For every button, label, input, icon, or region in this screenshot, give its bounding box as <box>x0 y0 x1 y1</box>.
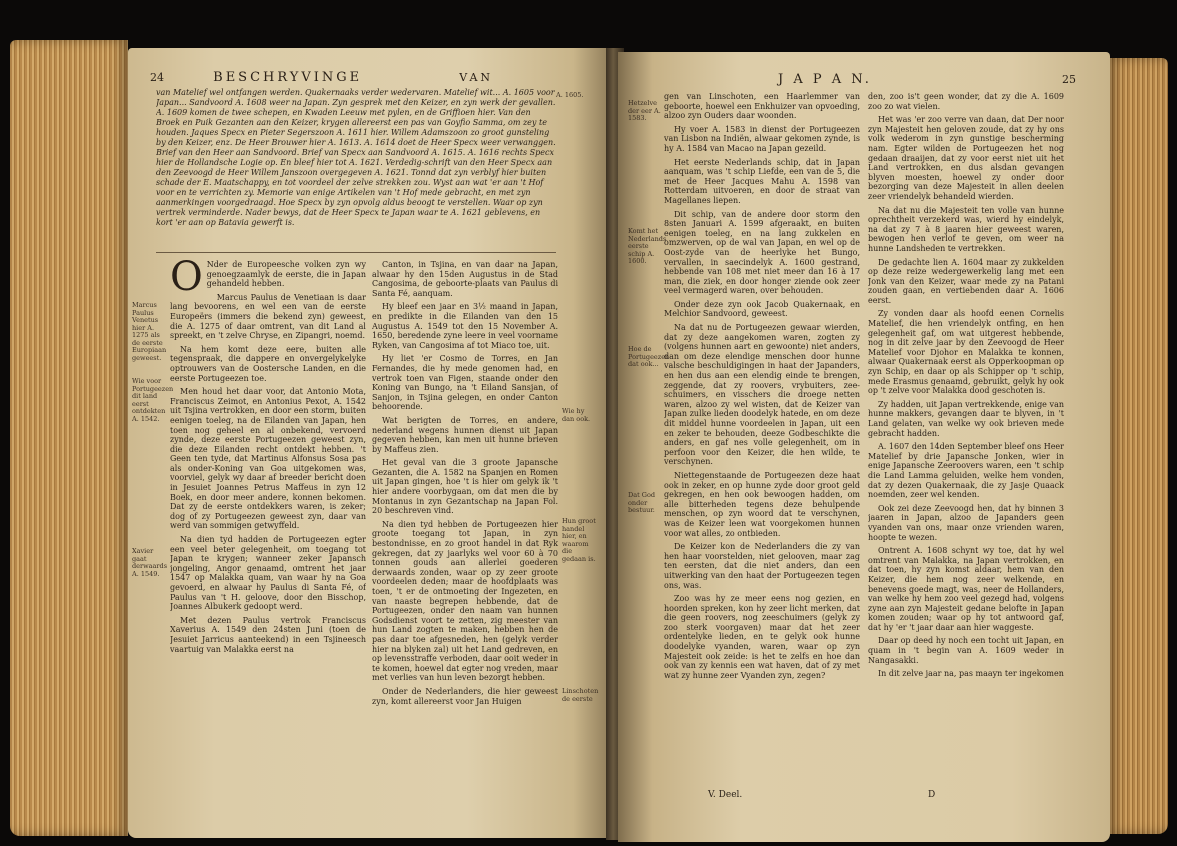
paragraph: Hy bleef een jaar en 3½ maand in Japan, en predikte in die Eilanden van den 15 Augustus A. 1549 tot den 15 November A. 1650, beredende zyne leere in veel voorname Ryken, van Cangosima af tot Miaco toe, uit. <box>372 302 558 350</box>
left-page-title: BESCHRYVINGE <box>213 70 363 85</box>
right-margin-note: Komt het Nederlands eerste schip A. 1600. <box>628 227 667 265</box>
paragraph: Niettegenstaande de Portugeezen deze haat ook in zeker, en op hunne zyde door groot geld gekregen, en hen ook bewoogen hadden, om alle bitterheden tegens deze behulpende menschen, op zyn woord dat te verschynen, was de Keizer leen wat voorgekomen hunnen voor wat alles, zo ontbieden. <box>664 470 860 538</box>
left-margin-note: Hun groot handel hier, en waarom die gedaan is. <box>562 517 596 563</box>
paragraph: den, zoo is't geen wonder, dat zy die A. 1609 zoo zo wat vielen. <box>868 92 1064 111</box>
paragraph: Na dien tyd hadden de Portugeezen egter een veel beter gelegenheit, om toegang tot Japan te krygen; wanneer zeker Japansch jongeling, Angor genaamd, omtrent het jaar 1547 op Malakka quam, van waar hy na Goa gevoerd, en alwaar hy Paulus di Santa Fé, of Paulus van 't H. geloove, door den Bisschop, Joannes Albukerk gedoopt werd. <box>170 535 366 612</box>
paragraph: Het eerste Nederlands schip, dat in Japan aanquam, was 't schip Liefde, een van de 5, die met de Heer Jacques Mahu A. 1598 van Rotterdam uitvoeren, en door de straat van Magellanes liepen. <box>664 157 860 205</box>
left-page <box>128 48 612 838</box>
paragraph: Dit schip, van de andere door storm den 8sten Januari A. 1599 afgeraakt, en buiten eenigen toeleg, en na lang zukkelen en omzwerven, op de wal van Japan, en wel op de Oost-zyde van de heerlyke het Bungo, vervallen, in saecindelyk A. 1600 gestrand, hebbende van 108 met niet meer dan 16 à 17 man, die ziek, en door honger ziende ook zeer veel vermagerd waren, over behouden. <box>664 209 860 296</box>
right-column-2 <box>868 92 1064 786</box>
paragraph: Daar op deed hy noch een tocht uit Japan, en quam in 't begin van A. 1609 weder in Nangasakki. <box>868 636 1064 665</box>
paragraph: Nder de Europeesche volken zyn wy genoegzaamlyk de eerste, die in Japan gehandeld hebben. <box>206 260 366 289</box>
paragraph: Zoo was hy ze meer eens nog gezien, en hoorden spreken, kon hy zeer licht merken, dat die geen roovers, nog zeeschuimers (gelyk zy zoo sterk voorgaven) maar dat het zeer ordentelyke lieden, en te gelyk ook hunne doodelyke vyanden, waren, waar op zyn Majesteit ook zeide: is het te zelfs en hoe dan ook van zy kennis een wat haven, dat of zy met wat zy hunne zeer Vyanden zyn, zegen? <box>664 594 860 680</box>
right-page <box>618 52 1110 842</box>
paragraph: Zy hadden, uit Japan vertrekkende, enige van hunne makkers, gevangen daar te blyven, in 't Land gelaten, van welke wy ook brieven mede gebracht hadden. <box>868 399 1064 438</box>
paragraph: Na dat nu die Majesteit ten volle van hunne oprechtheit verzekerd was, wierd hy eindelyk, na dat zy 7 à 8 jaaren hier geweest waren, bewogen hen verlof te geven, om weer na hunne Landsheden te vertrekken. <box>868 205 1064 253</box>
left-page-title-right: VAN <box>459 71 494 84</box>
paragraph: Men houd het daar voor, dat Antonio Mota, Franciscus Zeimot, en Antonius Pexot, A. 1542 uit Tsjina vertrokken, en door een storm, buiten eenigen toeleg, na de Eilanden van Japan, hen toen nog geheel en al onbekend, vervoerd zynde, deze eerste Portugeezen geweest zyn, die deze Eilanden recht ontdekt hebben. 't Geen ten tyde, dat Martinus Alfonsus Sosa pas als onder-Koning van Goa uitgekomen was, voorviel, gelyk wy daar af breeder bericht doen in Jesuiet Joannes Petrus Maffeus in zyn 12 Boek, en door meer andere, konnen bekomen. Dat zy de eerste ontdekkers waren, is zeker; dog of zy Portugeezen geweest zyn, daar van werd van sommigen getwyffeld. <box>170 387 366 531</box>
paragraph: De gedachte lien A. 1604 maar zy zukkelden op deze reize wedergewerkelig lang met een Jonk van den Keizer, waar mede zy na Patani zouden gaan, en vertiebenden daar A. 1606 eerst. <box>868 257 1064 305</box>
signature-mark: D <box>928 790 936 800</box>
left-margin-note: Wie voor Portugeezen dit land eerst ontdekten A. 1542. <box>132 377 174 423</box>
left-year-tag: A. 1605. <box>556 91 584 99</box>
paragraph: Na hem komt deze eere, buiten alle tegenspraak, die dappere en onvergelykelyke optrouwers van de Oostersche Landen, en die eerste Portugeezen toe. <box>170 344 366 383</box>
left-margin-note: Marcus Paulus Venetus hier A. 1275 als de eerste Europiaan geweest. <box>132 301 167 362</box>
left-page-header <box>150 70 493 85</box>
left-column-1 <box>170 260 366 812</box>
paragraph: Het geval van die 3 groote Japansche Gezanten, die A. 1582 na Spanjen en Romen uit Japan gingen, hoe 't is hier om gelyk ik 't hier andere voorbygaan, om dat men die by Montanus in zyn Gezantschap na Japan Fol. 20 beschreven vind. <box>372 458 558 516</box>
right-column-1 <box>664 92 860 786</box>
summary-rule <box>156 252 556 253</box>
left-margin-note: Xavier gaat derwaards A. 1549. <box>132 547 168 578</box>
paragraph: Ontrent A. 1608 schynt wy toe, dat hy wel omtrent van Malakka, na Japan vertrokken, en dat toen, hy zyn komst aldaar, hem van den Keizer, die hem nog zeer welkende, en benevens goede magt, was, neer de Hollanders, van welke hy hem zoo veel gezegd had, volgens zyne aan zyn Majesteit gedane belofte in Japan komen zouden; waar op hy tot antwoord gaf, dat hy 'er 't jaar daar aan hier waggeste. <box>868 546 1064 632</box>
paragraph: In dit zelve jaar na, pas maayn ter ingekomen <box>878 669 1064 679</box>
paragraph: De Keizer kon de Nederlanders die zy van hen haar voorstelden, niet gelooven, maar zag ten eersten, dat die niet anders, dan een uitwerking van den haat der Portugeezen tegen ons, was. <box>664 542 860 590</box>
right-page-title: J A P A N. <box>778 72 872 87</box>
paragraph: Ook zei deze Zeevoogd hen, dat hy binnen 3 jaaren in Japan, alzoo de Japanders geen vyanden van ons, maar onze vrienden waren, hoopte te wezen. <box>868 503 1064 542</box>
right-page-number: 25 <box>1062 73 1076 86</box>
open-book <box>10 18 1168 838</box>
right-page-number-wrap <box>1062 72 1076 87</box>
paragraph: Zy vonden daar als hoofd eenen Cornelis Matelief, die hen vriendelyk ontfing, en hen gelegenheit gaf, om wat uitgerest hebbende, nog in dit zelve jaar by den Zeevoogd de Heer Matelief voor Djohor en Malakka te konnen, alwaar Quakernaak eerst als Opperkoopman op zyn Schip, en daar op als Schipper op 't schip, mede Erasmus genaamd, gebruikt, gelyk hy ook op 't zelve voor Malakka dood geschoten is. <box>868 309 1064 396</box>
left-column-2 <box>372 260 558 812</box>
page-block-left-edge <box>10 40 128 836</box>
paragraph: Canton, in Tsjina, en van daar na Japan, alwaar hy den 15den Augustus in de Stad Cangosima, de geboorte-plaats van Paulus di Santa Fé, aanquam. <box>372 260 558 298</box>
paragraph: Onder de Nederlanders, die hier geweest zyn, komt allereerst voor Jan Huigen <box>372 686 558 706</box>
paragraph: Onder deze zyn ook Jacob Quakernaak, en Melchior Sandvoord, geweest. <box>664 299 860 319</box>
page-block-right-edge <box>1108 58 1168 834</box>
paragraph: Het was 'er zoo verre van daan, dat Der noor zyn Majesteit hen geloven zoude, dat zy hy ons volk wederom in zyn gunstige bescherming nam. Egter wilden de Portugeezen het nog gedaan draaijen, dat zy voor eerst niet uit het Land vertrokken, en dus alsdan gevangen blyven moesten, hoewel zy onder door bezorging van deze Majesteit in allen deelen zeer vriendelyk behandeld wierden. <box>868 115 1064 201</box>
drop-cap-O: O <box>170 260 203 300</box>
paragraph: gen van Linschoten, een Haarlemmer van geboorte, hoewel een Enkhuizer van opvoeding, alzoo zyn Ouders daar woonden. <box>664 92 860 121</box>
right-margin-note: Dat God onder bestuur. <box>628 491 656 514</box>
paragraph: Marcus Paulus de Venetiaan is daar lang bevoorens, en wel een van de eerste Europeërs (immers die bekend zyn) geweest, die A. 1275 of daar omtrent, van dit Land al spreekt, en 't zelve Chryse, en Zipangri, noemd. <box>170 292 366 341</box>
right-margin-note: Hetzelve der eer A. 1583. <box>628 99 661 122</box>
catchword: V. Deel. <box>708 790 743 800</box>
paragraph: Na dien tyd hebben de Portugeezen hier groote toegang tot Japan, in zyn bestondnisse, en zo groot handel in dat Ryk gekregen, dat zy jaarlyks wel voor 60 à 70 tonnen gouds aan allerlei goederen derwaards zonden, waar op zy zeer groote voordeelen deden; maar de hoofdplaats was toen, 't er de ontmoeting der Ingezeten, en van naaste begrepen hebbende, dat de Portugeezen, onder den naam van hunnen Godsdienst voort te zetten, zig meester van hun Land zogten te maken, hebben hen de pas daar toe afgesneden, hen (gelyk verder hier na blyken zal) uit het Land gedreven, en op levensstraffe verboden, daar ooit weder in te komen, hoewel dat egter nog vreden, maar met verlies van hun leven bezorgt hebben. <box>372 519 558 683</box>
right-margin-note: Hoe de Portugeezen dat ook... <box>628 345 670 368</box>
paragraph: Met dezen Paulus vertrok Franciscus Xaverius A. 1549 den 24sten Juni (toen de Jesuiet Jarricus aanteekend) in een Tsjineesch vaartuig van Malakka eerst na <box>170 615 366 654</box>
paragraph: Wat berigten de Torres, en andere, nederland wegens hunnen dienst uit Japan gegeven hebben, kan men uit hunne brieven by Maffeus zien. <box>372 415 558 454</box>
left-page-number: 24 <box>150 71 164 84</box>
paragraph: A. 1607 den 14den September bleef ons Heer Matelief by drie Japansche Jonken, wier in enige Japansche Zeeroovers waren, een 't schip die Land Lamma geluiden, welke hem vonden, dat zy dezen Quakernaak, die zy Jasje Quaack noemden, zeer wel kenden. <box>868 442 1064 500</box>
left-margin-note: Linschoten de eerste <box>562 687 599 703</box>
paragraph: Hy liet 'er Cosmo de Torres, en Jan Fernandes, die hy mede genomen had, en vertrok toen van Figen, staande onder den Koning van Bungo, na 't Eiland Sansjan, of Sanjon, in Tsjina gelegen, en onder Canton behoorende. <box>372 354 558 412</box>
left-margin-note: Wie hy dan ook. <box>562 407 591 423</box>
paragraph: Hy voer A. 1583 in dienst der Portugeezen van Lisbon na Indiën, alwaar gekomen zynde, is hy A. 1584 van Macao na Japan gezeild. <box>664 124 860 153</box>
left-running-summary: van Matelief wel ontfangen werden. Quakernaaks verder wedervaren. Matelief wit... A. 1605 voor Japan... Sandvoord A. 1608 weer na Japan. Zyn gesprek met den Keizer, en zyn werk der gevallen. A. 1609 komen de twee schepen, en Kwaden Leeuw met pylen, en de Griffioen hier. Van den Broek en Puik Gezanten aan den Keizer, krygen allereerst een pas van Goyfio Samma, om zey te houden. Jaques Specx en Pieter Segerszoon A. 1611 hier. Willem Adamszoon zo groot gunsteling by den Keizer, enz. De Heer Brouwer hier A. 1613. A. 1614 doet de Heer Specx weer verwanggen. Brief van den Heer aan Sandvoord. Brief van Specx aan Sandvoord A. 1615. A. 1616 rechts Specx hier de Hollandsche Logie op. En bleef hier tot A. 1621. Verdedig-schrift van den Heer Specx aan den Zeevoogd de Heer Willem Janszoon overgegeven A. 1621. Tonnd dat zyn verblyf hier buiten schade der E. Maatschappy, en tot voordeel der zelve strekken zou. Wyst aan wat 'er aan 't Hof voor en te verrichten zy. Memorie van enige Artikelen van 't Hof mede gebracht, en met zyn aanmerkingen voorgedraagd. Hoe Specx by zyn opvolg aldus beoogt te verstellen. Waar op zyn vertrek verminderde. Nader bewys, dat de Heer Specx te Japan waar te A. 1621 geblevens, en kort 'er aan op Batavia gewerft is. <box>156 88 556 227</box>
paragraph: Na dat nu de Portugeezen gewaar wierden, dat zy deze aangekomen waren, zogten zy (volgens hunnen aart en gewoonte) niet anders, dan om deze elendige menschen door hunne valsche beschuldigingen in haat der Japanders, en hen dus aan een elendig einde te brengen, zeggende, dat zy roovers, vrybuiters, zee-schuimers, en visschers die droege netten waren, alzoo zy wel wisten, dat de Keizer van Japan zulke lieden doodelyk hatede, en om deze dit middel hunne voordeelen in Japan, uit een en zeker te behouden, deeze Godbeschikte die anders, en gaf nes volle gelegenheit, om in perfoon voor den Keizer, die hen wilde, te verschynen. <box>664 323 860 467</box>
